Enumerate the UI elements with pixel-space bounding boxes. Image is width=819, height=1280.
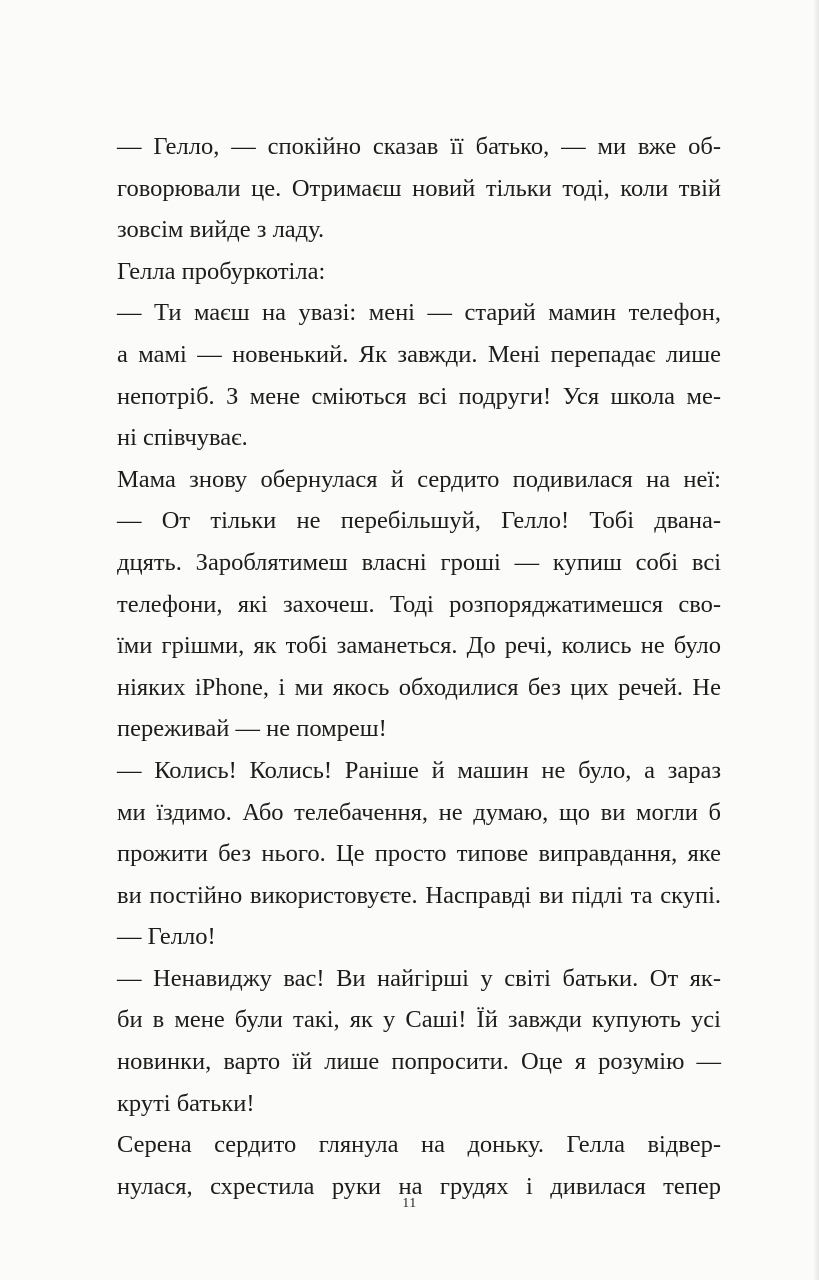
text-line: ви постійно використовуєте. Насправді ви підлі та скупі. bbox=[117, 881, 721, 909]
text-line: а мамі — новенький. Як завжди. Мені перепадає лише bbox=[117, 340, 721, 368]
text-line: Гелла пробуркотіла: bbox=[117, 257, 326, 285]
text-line: телефони, які захочеш. Тоді розпоряджатимешся сво- bbox=[117, 590, 721, 618]
text-line: — Гелло! bbox=[117, 923, 216, 951]
text-line: ні співчуває. bbox=[117, 424, 248, 452]
text-line: дцять. Зароблятимеш власні гроші — купиш собі всі bbox=[117, 548, 721, 576]
text-line: прожити без нього. Це просто типове виправдання, яке bbox=[117, 840, 721, 868]
text-line: зовсім вийде з ладу. bbox=[117, 216, 325, 244]
text-line: — От тільки не перебільшуй, Гелло! Тобі двана- bbox=[117, 507, 721, 535]
body-text bbox=[117, 126, 721, 1207]
text-line: переживай — не помреш! bbox=[117, 715, 387, 743]
text-line: ніяких iPhone, і ми якось обходилися без цих речей. Не bbox=[117, 673, 721, 701]
text-line: їми грішми, як тобі заманеться. До речі, колись не було bbox=[117, 632, 721, 660]
text-line: — Ненавиджу вас! Ви найгірші у світі батьки. От як- bbox=[117, 964, 721, 992]
text-line: — Колись! Колись! Раніше й машин не було, а зараз bbox=[117, 756, 721, 784]
text-line: — Ти маєш на увазі: мені — старий мамин телефон, bbox=[117, 299, 721, 327]
text-line: непотріб. З мене сміються всі подруги! Уся школа ме- bbox=[117, 382, 721, 410]
text-line: круті батьки! bbox=[117, 1089, 255, 1117]
text-line: Мама знову обернулася й сердито подивилася на неї: bbox=[117, 465, 721, 493]
text-line: би в мене були такі, як у Саші! Їй завжди купують усі bbox=[117, 1006, 721, 1034]
text-line: новинки, варто їй лише попросити. Оце я розумію — bbox=[117, 1048, 721, 1076]
text-line: говорювали це. Отримаєш новий тільки тоді, коли твій bbox=[117, 174, 721, 202]
page-edge-shadow bbox=[813, 0, 819, 1280]
page-number: 11 bbox=[402, 1196, 417, 1211]
text-line: — Гелло, — спокійно сказав її батько, — ми вже об- bbox=[117, 133, 721, 160]
text-line: ми їздимо. Або телебачення, не думаю, що ви могли б bbox=[117, 798, 721, 826]
text-line: Серена сердито глянула на доньку. Гелла відвер- bbox=[117, 1131, 721, 1159]
text-line: нулася, схрестила руки на грудях і дивилася тепер bbox=[117, 1172, 721, 1200]
